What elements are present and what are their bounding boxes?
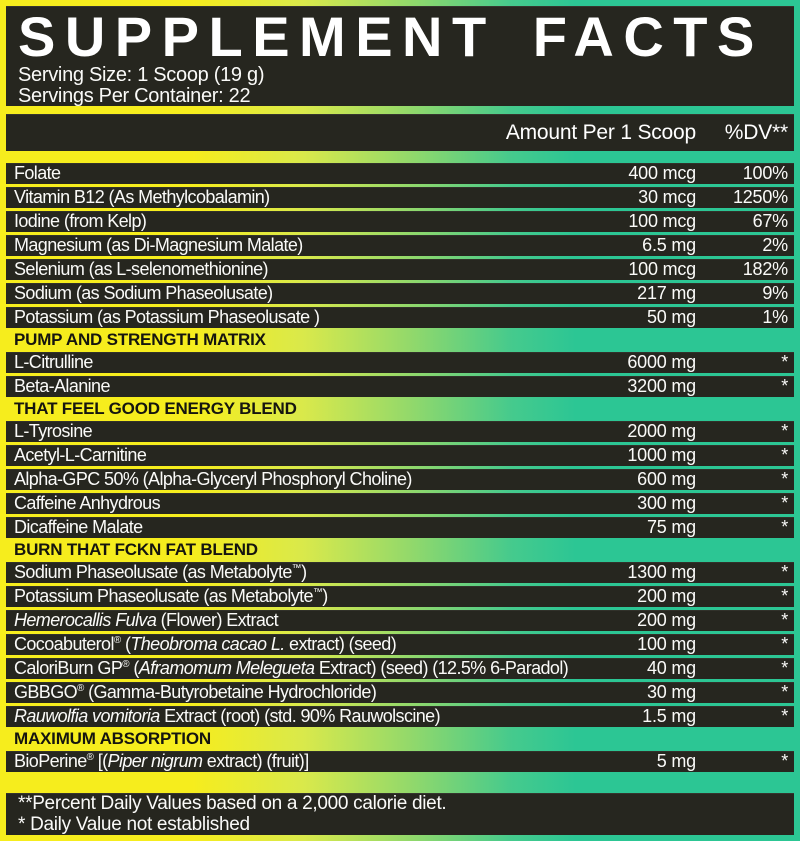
- footnote-not-established: * Daily Value not established: [18, 814, 250, 835]
- table-row: [6, 235, 794, 256]
- label-header: [6, 6, 794, 106]
- ingredient-dv: *: [781, 751, 788, 771]
- ingredient-amount: 30 mcg: [638, 187, 696, 207]
- ingredient-dv: *: [781, 682, 788, 702]
- section-heading: BURN THAT FCKN FAT BLEND: [14, 540, 258, 559]
- footnotes-block: [6, 793, 794, 835]
- table-row: [6, 445, 794, 466]
- table-row: [6, 421, 794, 442]
- ingredient-name: CaloriBurn GP® (Aframomum Melegueta Extract) (seed) (12.5% 6-Paradol): [14, 658, 569, 678]
- gradient-divider: [6, 106, 794, 114]
- table-row: [6, 562, 794, 583]
- ingredient-name: Sodium Phaseolusate (as Metabolyte™): [14, 562, 307, 582]
- ingredient-name: L-Citrulline: [14, 352, 93, 372]
- ingredient-name: Selenium (as L-selenomethionine): [14, 259, 268, 279]
- ingredient-amount: 3200 mg: [627, 376, 696, 396]
- ingredient-amount: 200 mg: [637, 586, 696, 606]
- ingredient-name: Iodine (from Kelp): [14, 211, 147, 231]
- ingredient-dv: 9%: [762, 283, 788, 303]
- table-row: [6, 163, 794, 184]
- ingredient-dv: 100%: [742, 163, 788, 183]
- ingredient-dv: *: [781, 421, 788, 441]
- ingredient-name: BioPerine® [(Piper nigrum extract) (fruit)]: [14, 751, 309, 771]
- ingredient-dv: *: [781, 586, 788, 606]
- ingredient-name: Vitamin B12 (As Methylcobalamin): [14, 187, 270, 207]
- ingredient-name: L-Tyrosine: [14, 421, 93, 441]
- ingredient-name: Hemerocallis Fulva (Flower) Extract: [14, 610, 279, 630]
- ingredient-dv: 1%: [762, 307, 788, 327]
- table-row: [6, 682, 794, 703]
- section-heading: MAXIMUM ABSORPTION: [14, 729, 211, 748]
- ingredient-dv: *: [781, 610, 788, 630]
- ingredient-name: Dicaffeine Malate: [14, 517, 143, 537]
- ingredient-name: Potassium Phaseolusate (as Metabolyte™): [14, 586, 328, 606]
- gradient-divider: [6, 151, 794, 163]
- ingredient-amount: 200 mg: [637, 610, 696, 630]
- ingredient-dv: *: [781, 706, 788, 726]
- ingredient-amount: 100 mg: [637, 634, 696, 654]
- gradient-divider: [6, 775, 794, 793]
- table-row: [6, 517, 794, 538]
- ingredient-dv: *: [781, 352, 788, 372]
- ingredient-amount: 300 mg: [637, 493, 696, 513]
- table-row: [6, 751, 794, 772]
- ingredient-amount: 1.5 mg: [642, 706, 696, 726]
- ingredient-amount: 6.5 mg: [642, 235, 696, 255]
- ingredient-name: Caffeine Anhydrous: [14, 493, 160, 513]
- ingredient-dv: *: [781, 376, 788, 396]
- table-row: [6, 376, 794, 397]
- ingredient-amount: 400 mcg: [628, 163, 696, 183]
- table-row: [6, 352, 794, 373]
- table-row: [6, 658, 794, 679]
- table-row: [6, 586, 794, 607]
- ingredient-name: Folate: [14, 163, 61, 183]
- ingredient-name: Cocoabuterol® (Theobroma cacao L. extract) (seed): [14, 634, 397, 654]
- ingredient-dv: 182%: [742, 259, 788, 279]
- section-heading: THAT FEEL GOOD ENERGY BLEND: [14, 399, 297, 418]
- ingredient-dv: *: [781, 469, 788, 489]
- ingredient-amount: 75 mg: [646, 517, 696, 537]
- ingredient-amount: 6000 mg: [627, 352, 696, 372]
- serving-size-text: Serving Size: 1 Scoop (19 g): [18, 64, 265, 87]
- servings-per-container-text: Servings Per Container: 22: [18, 85, 251, 106]
- ingredient-name: Beta-Alanine: [14, 376, 110, 396]
- section-heading: PUMP AND STRENGTH MATRIX: [14, 330, 266, 349]
- ingredient-name: Sodium (as Sodium Phaseolusate): [14, 283, 273, 303]
- ingredient-amount: 30 mg: [646, 682, 696, 702]
- ingredient-amount: 50 mg: [646, 307, 696, 327]
- dv-column-header: %DV**: [724, 120, 788, 144]
- page-title: SUPPLEMENT FACTS: [18, 6, 764, 68]
- ingredient-dv: *: [781, 658, 788, 678]
- ingredient-name: Rauwolfia vomitoria Extract (root) (std. 90% Rauwolscine): [14, 706, 440, 726]
- table-row: [6, 307, 794, 328]
- ingredient-amount: 40 mg: [646, 658, 696, 678]
- table-row: [6, 283, 794, 304]
- ingredient-amount: 217 mg: [637, 283, 696, 303]
- table-row: [6, 706, 794, 727]
- ingredient-dv: *: [781, 634, 788, 654]
- table-row: [6, 493, 794, 514]
- table-row: [6, 634, 794, 655]
- ingredient-dv: *: [781, 445, 788, 465]
- ingredient-amount: 100 mcg: [628, 211, 696, 231]
- facts-table: [6, 163, 794, 775]
- ingredient-dv: 2%: [762, 235, 788, 255]
- ingredient-amount: 100 mcg: [628, 259, 696, 279]
- column-header-row: [6, 114, 794, 151]
- ingredient-name: Alpha-GPC 50% (Alpha-Glyceryl Phosphoryl Choline): [14, 469, 412, 489]
- table-row: [6, 211, 794, 232]
- ingredient-amount: 600 mg: [637, 469, 696, 489]
- footnote-daily-values: **Percent Daily Values based on a 2,000 calorie diet.: [18, 793, 447, 814]
- ingredient-name: Acetyl-L-Carnitine: [14, 445, 147, 465]
- ingredient-dv: 1250%: [732, 187, 788, 207]
- amount-column-header: Amount Per 1 Scoop: [505, 120, 696, 144]
- ingredient-amount: 2000 mg: [627, 421, 696, 441]
- ingredient-amount: 1000 mg: [627, 445, 696, 465]
- table-row: [6, 469, 794, 490]
- ingredient-dv: *: [781, 517, 788, 537]
- ingredient-name: Magnesium (as Di-Magnesium Malate): [14, 235, 303, 255]
- table-row: [6, 187, 794, 208]
- ingredient-dv: 67%: [752, 211, 788, 231]
- ingredient-name: Potassium (as Potassium Phaseolusate ): [14, 307, 320, 327]
- ingredient-dv: *: [781, 493, 788, 513]
- ingredient-dv: *: [781, 562, 788, 582]
- ingredient-amount: 5 mg: [656, 751, 696, 771]
- ingredient-name: GBBGO® (Gamma-Butyrobetaine Hydrochloride): [14, 682, 377, 702]
- table-row: [6, 259, 794, 280]
- table-row: [6, 610, 794, 631]
- ingredient-amount: 1300 mg: [627, 562, 696, 582]
